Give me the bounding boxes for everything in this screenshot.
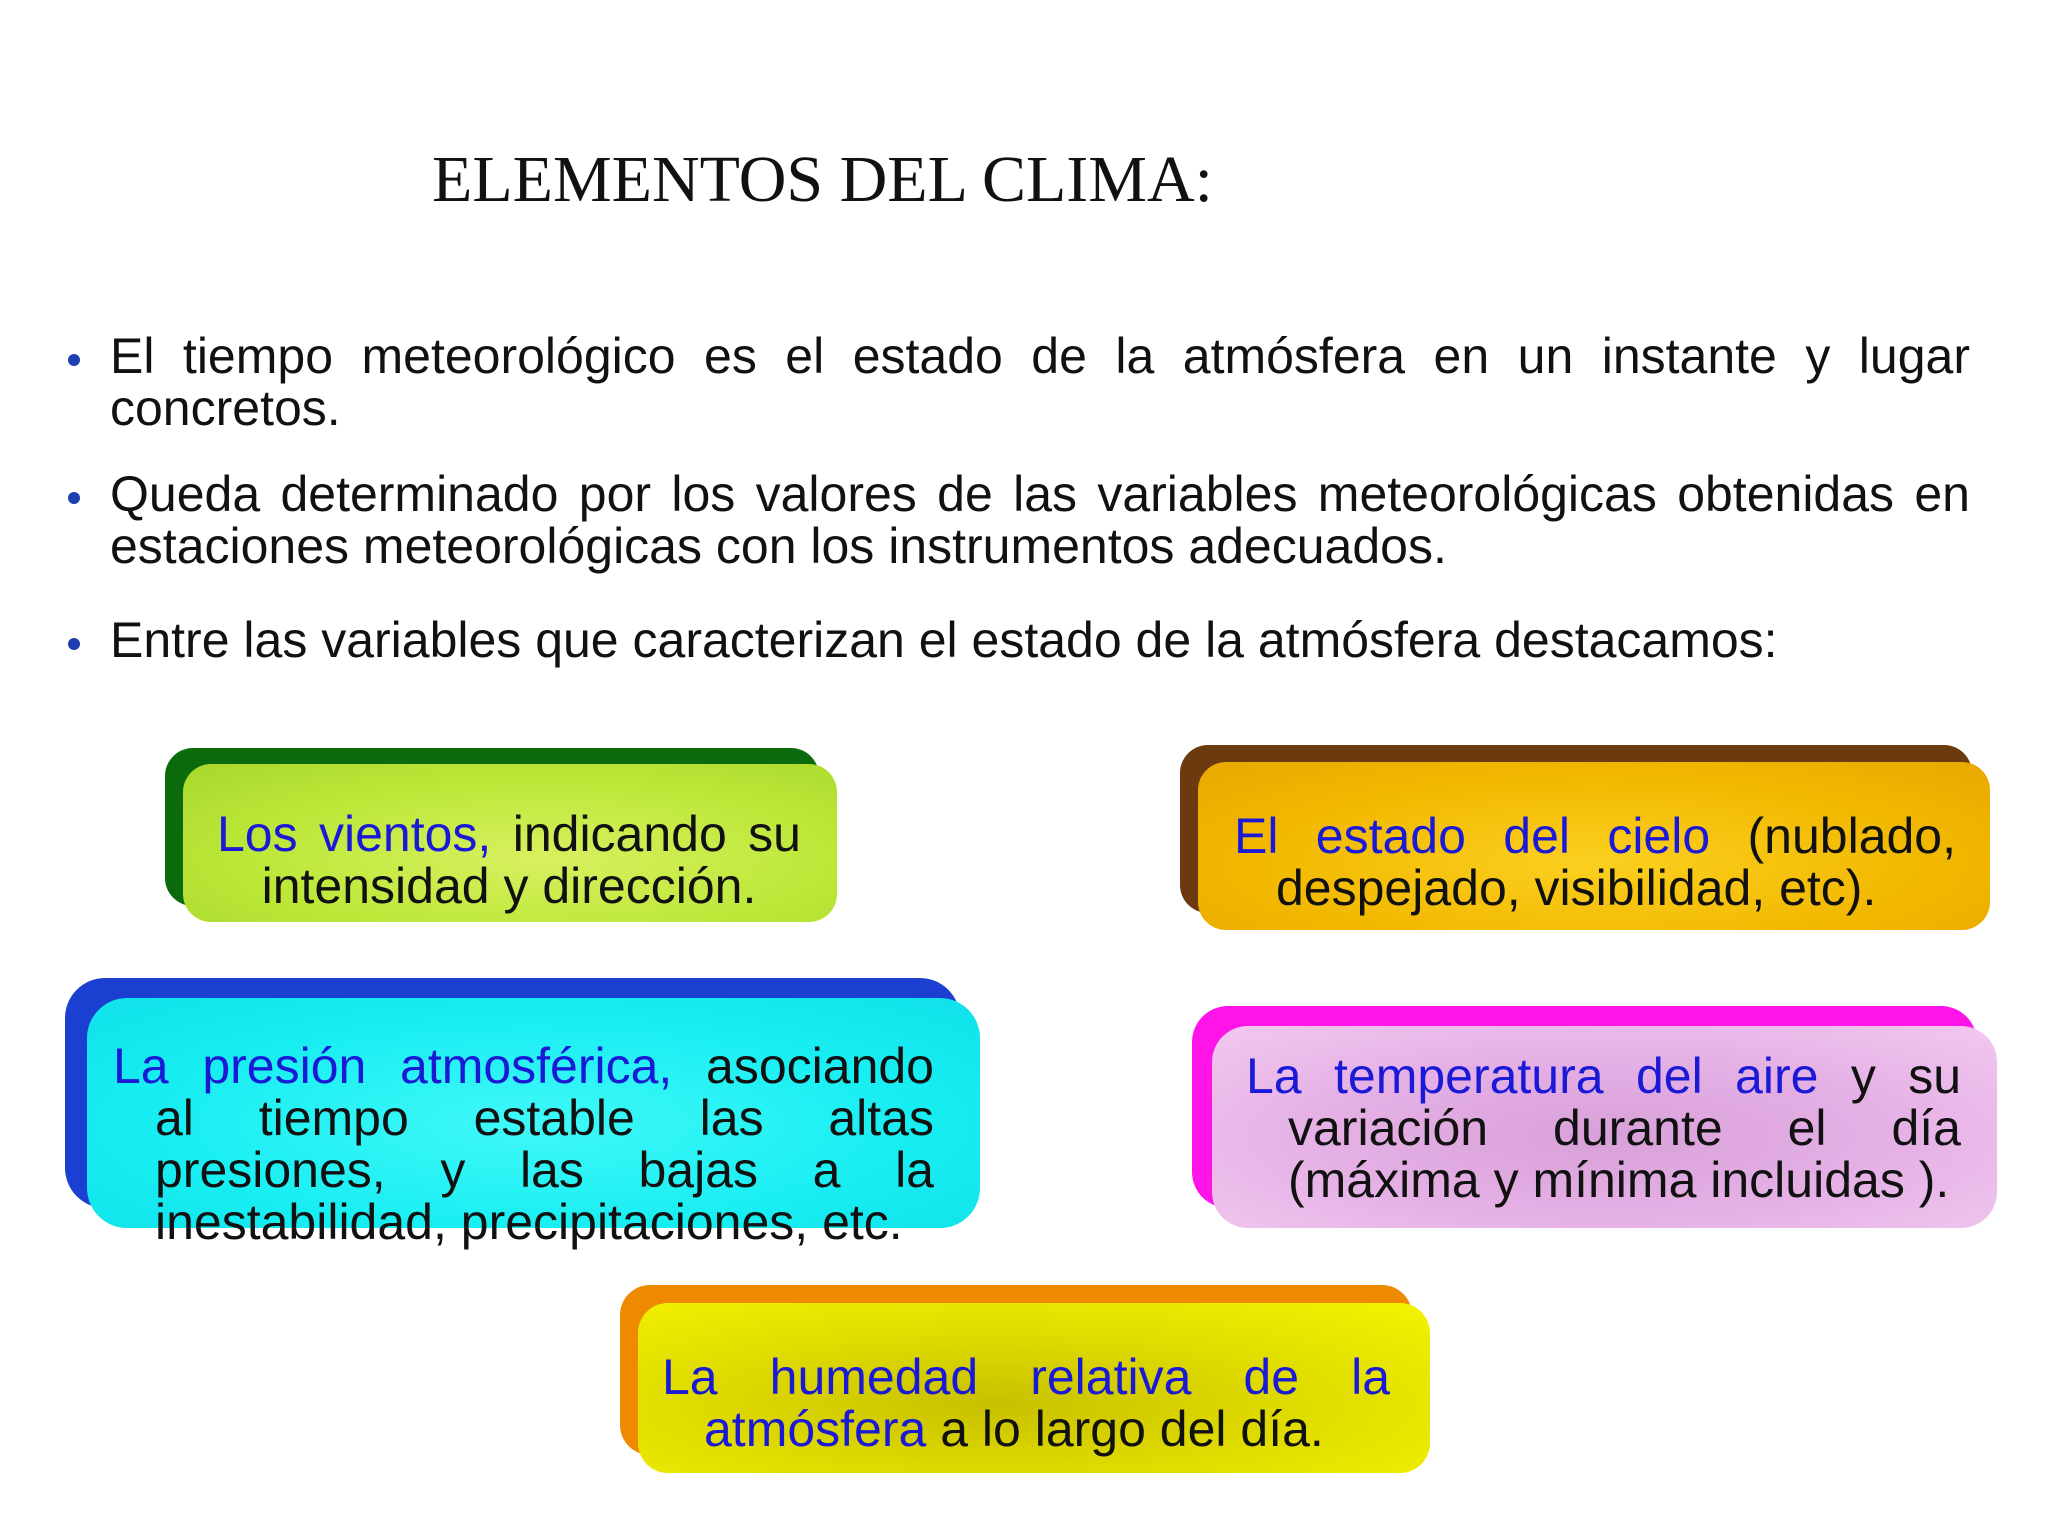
bullet-list [60,330,1970,666]
bullet-text: El tiempo meteorológico es el estado de la atmósfera en un instante y lugar [110,328,1970,384]
page-title: ELEMENTOS DEL CLIMA: [432,143,1213,216]
card-highlight: La humedad relativa de la [662,1349,1390,1405]
card-vientos [165,748,837,923]
bullet-dot-icon [68,492,80,504]
card-highlight: La presión atmosférica, [113,1038,673,1094]
card-text: asociando [672,1038,934,1094]
card-text: indicando su [491,806,801,862]
card-face [1198,762,1990,930]
card-highlight-line2: atmósfera [704,1401,927,1457]
card-face [638,1303,1430,1473]
card-face [1212,1026,1997,1228]
bullet-text-cont: estaciones meteorológicas con los instrumentos adecuados. [110,518,1447,574]
card-text-line2: despejado, visibilidad, etc). [1276,860,1877,916]
card-highlight: Los vientos, [217,806,492,862]
card-text-line2: a lo largo del día. [926,1401,1324,1457]
bullet-text: Queda determinado por los valores de las variables meteorológicas obtenidas en [110,466,1970,522]
card-text-line2: variación durante el día [1288,1100,1961,1156]
card-text: y su [1818,1048,1962,1104]
bullet-dot-icon [68,354,80,366]
card-highlight: La temperatura del aire [1246,1048,1819,1104]
card-text-line2: intensidad y dirección. [261,858,757,914]
card-highlight: El estado del cielo [1234,808,1711,864]
bullet-item-1 [60,330,1970,434]
card-text-line4: inestabilidad, precipitaciones, etc. [155,1194,903,1250]
card-face [183,764,837,922]
card-text-line3: presiones, y las bajas a la [155,1142,934,1198]
card-text-line2: al tiempo estable las altas [155,1090,934,1146]
card-humedad [620,1285,1430,1473]
card-face [87,998,980,1250]
card-cielo [1180,745,1990,930]
card-temperatura [1192,1006,1997,1228]
bullet-dot-icon [68,638,80,650]
bullet-item-2 [60,468,1970,572]
bullet-item-3 [60,614,1970,666]
bullet-text: Entre las variables que caracterizan el estado de la atmósfera destacamos: [110,612,1778,668]
bullet-text-cont: concretos. [110,380,341,436]
card-text-line3: (máxima y mínima incluidas ). [1288,1152,1950,1208]
card-text: (nublado, [1710,808,1957,864]
card-presion [65,978,980,1250]
